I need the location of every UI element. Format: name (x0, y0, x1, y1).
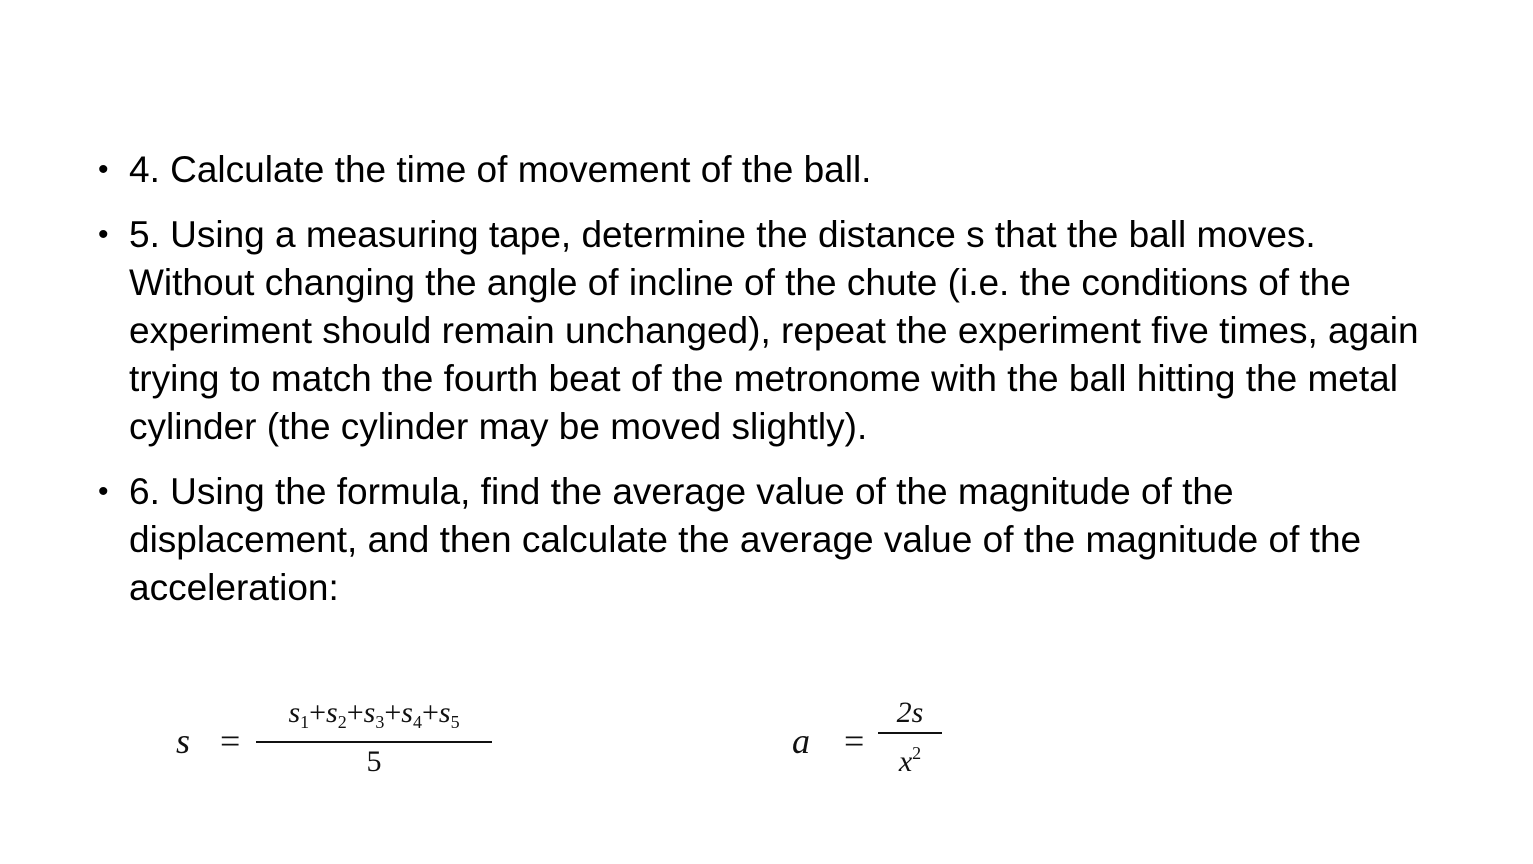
fraction (878, 696, 942, 779)
term-s1: s (288, 696, 301, 729)
plus-sign: + (309, 696, 327, 729)
term-s1-subscript: 1 (300, 712, 310, 732)
fraction-bar (878, 732, 942, 734)
bullet-list (96, 146, 1436, 629)
acceleration-formula (786, 696, 966, 796)
term-s5: s (438, 696, 451, 729)
fraction-numerator: 2s (896, 696, 924, 729)
bullet-item-step-4 (96, 146, 1436, 194)
plus-sign: + (421, 696, 439, 729)
fraction-bar (256, 741, 492, 743)
fraction-numerator (256, 696, 492, 739)
bullet-text: 5. Using a measuring tape, determine the distance s that the ball moves. Without changing the angle of incline of the chute (i.e. the conditions of the experiment should remain unchanged), repeat the experiment five times, again trying to match the fourth beat of the metronome with the ball hitting the metal cylinder (the cylinder may be moved slightly). (129, 214, 1419, 447)
term-s3: s (363, 696, 376, 729)
average-displacement-formula (172, 696, 512, 796)
bullet-item-step-5 (96, 211, 1436, 451)
bullet-text: 6. Using the formula, find the average value of the magnitude of the displacement, and then calculate the average value of the magnitude of the acceleration: (129, 471, 1362, 608)
bullet-dot-icon: • (98, 218, 109, 251)
fraction-denominator: 5 (366, 745, 382, 778)
term-s2-subscript: 2 (337, 712, 347, 732)
denominator-exponent: 2 (912, 743, 922, 763)
term-s2: s (326, 696, 338, 729)
bullet-item-step-6 (96, 468, 1436, 612)
term-s4-subscript: 4 (412, 712, 422, 732)
fraction (256, 696, 492, 779)
term-s4: s (401, 696, 413, 729)
plus-sign: + (346, 696, 364, 729)
formula-lhs: s (176, 721, 191, 761)
denominator-variable: x (898, 745, 913, 778)
formula-lhs: a (792, 721, 810, 761)
plus-sign: + (384, 696, 402, 729)
term-s3-subscript: 3 (375, 712, 385, 732)
term-s5-subscript: 5 (450, 712, 460, 732)
fraction-denominator (878, 736, 942, 779)
equals-sign: = (220, 721, 241, 761)
equals-sign: = (844, 721, 865, 761)
bullet-dot-icon: • (98, 153, 109, 186)
bullet-text: 4. Calculate the time of movement of the ball. (129, 149, 872, 190)
bullet-dot-icon: • (98, 475, 109, 508)
